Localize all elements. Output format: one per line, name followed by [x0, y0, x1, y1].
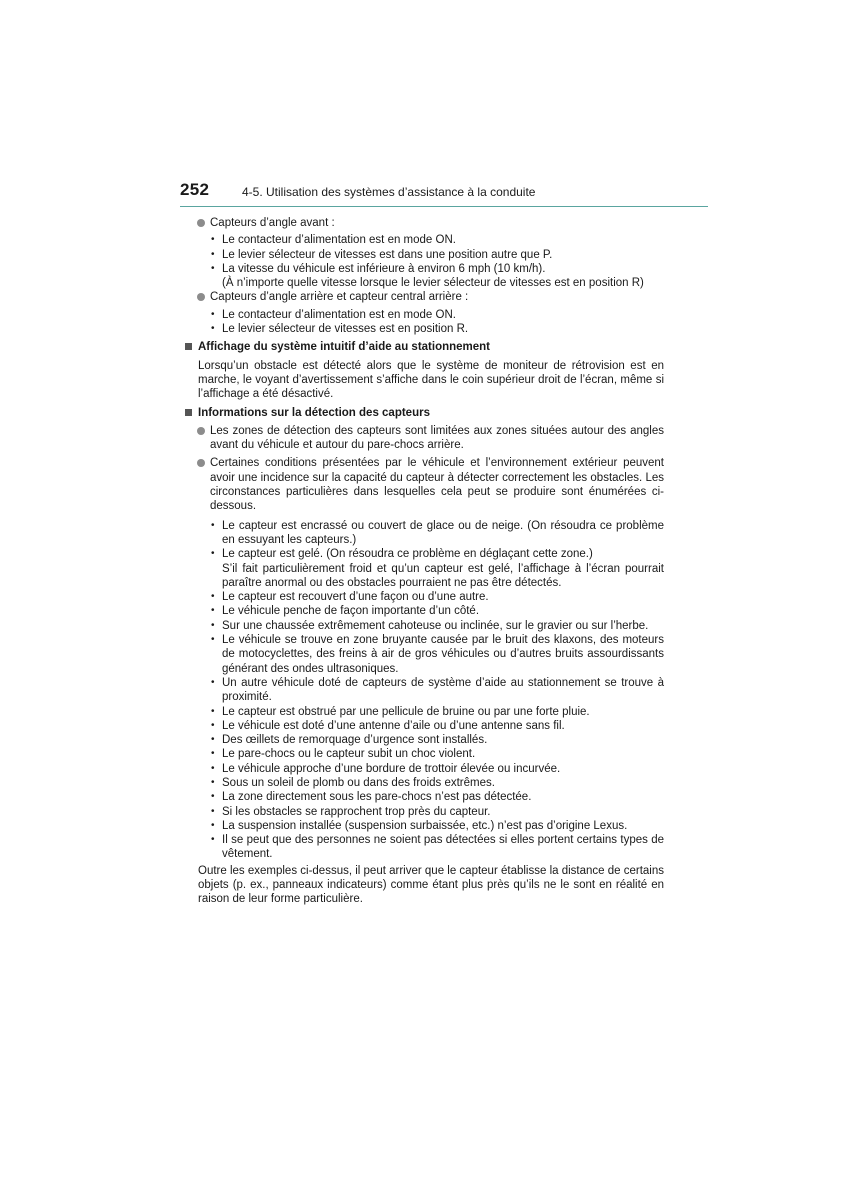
list-item: • Sur une chaussée extrêmement cahoteuse ou inclinée, sur le gravier ou sur l’herbe.: [211, 619, 649, 632]
list-item: • Il se peut que des personnes ne soient pas détectées si elles portent certains types de vêtement.: [211, 834, 664, 861]
info-point-1: Les zones de détection des capteurs sont limitées aux zones situées autour des angles avant du véhicule et autour du pare-chocs arrière.: [184, 424, 664, 453]
list-item: • La suspension installée (suspension surbaissée, etc.) n’est pas d’origine Lexus.: [211, 819, 628, 832]
list-item-note: S’il fait particulièrement froid et qu’un capteur est gelé, l’affichage à l’écran pourrait paraître anormal ou des obstacles pourraient ne pas être détectés.: [222, 562, 664, 589]
list-item: • Le capteur est gelé. (On résoudra ce problème en déglaçant cette zone.): [211, 548, 593, 561]
bullet-icon: •: [211, 705, 215, 717]
list-item: • Sous un soleil de plomb ou dans des froids extrêmes.: [211, 776, 495, 789]
list-item-note: (À n’importe quelle vitesse lorsque le levier sélecteur de vitesses est en position R): [222, 277, 644, 290]
square-bullet-icon: [185, 409, 192, 416]
page-content: [184, 216, 664, 907]
bullet-icon: •: [211, 834, 215, 846]
list-item: • Le levier sélecteur de vitesses est dans une position autre que P.: [211, 248, 553, 261]
bullet-icon: •: [211, 762, 215, 774]
list-item: • Le pare-chocs ou le capteur subit un choc violent.: [211, 748, 476, 761]
display-section-heading: Affichage du système intuitif d’aide au stationnement: [184, 340, 664, 354]
list-item: • Le véhicule approche d’une bordure de trottoir élevée ou incurvée.: [211, 762, 561, 775]
list-item: • Le véhicule penche de façon importante d’un côté.: [211, 605, 480, 618]
header-rule: [180, 206, 708, 207]
bullet-icon: •: [211, 248, 215, 260]
bullet-icon: •: [211, 791, 215, 803]
rear-sensors-title: Capteurs d’angle arrière et capteur central arrière :: [210, 291, 469, 304]
bullet-icon: •: [211, 262, 215, 274]
list-item: • Des œillets de remorquage d’urgence sont installés.: [211, 734, 488, 747]
list-item: • Le capteur est encrassé ou couvert de glace ou de neige. (On résoudra ce problème en essuyant les capteurs.): [211, 519, 664, 546]
page-number: 252: [180, 180, 210, 199]
bullet-icon: •: [211, 676, 215, 688]
list-item: • La zone directement sous les pare-chocs n’est pas détectée.: [211, 791, 532, 804]
section-title: 4-5. Utilisation des systèmes d’assistance à la conduite: [242, 185, 536, 199]
bullet-icon: •: [211, 719, 215, 731]
bullet-icon: •: [211, 519, 215, 531]
bullet-icon: •: [211, 776, 215, 788]
list-item: • Si les obstacles se rapprochent trop près du capteur.: [211, 805, 491, 818]
circle-bullet-icon: [197, 219, 205, 227]
bullet-icon: •: [211, 323, 215, 335]
list-item: • Un autre véhicule doté de capteurs de système d’aide au stationnement se trouve à proximité.: [211, 676, 664, 704]
list-item: • Le véhicule est doté d’une antenne d’aile ou d’une antenne sans fil.: [211, 719, 565, 732]
info-point-2: Certaines conditions présentées par le véhicule et l’environnement extérieur peuvent avoir une incidence sur la capacité du capteur à détecter correctement les obstacles. Les circonstances particulières dans lesquelles cela peut se produire sont énumérées ci-dessous. • Le capteur est encrassé ou couvert de glace ou de neige. (On résoudra ce problème en essuyant les capteurs.) • Le capteur est gelé. (On résoudra ce problème en déglaçant cette zone.) S’il fait particulièrement froid et qu’un capteur est gelé, l’affichage à l’écran pourrait paraître anormal ou des obstacles pourraient ne pas être détectés. • Le capteur est recouvert d’une façon ou d’une autre. • Le véhicule penche de façon importante d’un côté. • Sur une chaussée extrêmement cahoteuse ou inclinée, sur le gravier ou sur l’herbe. • Le véhicule se trouve en zone bruyante causée par le bruit des klaxons, des moteurs de motocyclettes, des freins à air de gros véhicules ou d’autres bruits assourdissants générant des ondes ultrasoniques. • Un autre véhicule doté de capteurs de système d’aide au stationnement se trouve à proximité. • Le capteur est obstrué par une pellicule de bruine ou par une forte pluie. • Le véhicule est doté d’une antenne d’aile ou d’une antenne sans fil. • Des œillets de remorquage d’urgence sont installés. • Le pare-chocs ou le capteur subit un choc violent. • Le véhicule approche d’une bordure de trottoir élevée ou incurvée. • Sous un soleil de plomb ou dans des froids extrêmes. • La zone directement sous les pare-chocs n’est pas détectée. • Si les obstacles se rapprochent trop près du capteur. • La suspension installée (suspension surbaissée, etc.) n’est pas d’origine Lexus. • Il se peut que des personnes ne soient pas détectées si elles portent certains types de vêtement.: [184, 456, 664, 861]
circle-bullet-icon: [197, 427, 205, 435]
front-sensors-title: Capteurs d’angle avant :: [210, 217, 335, 229]
list-item: • Le contacteur d’alimentation est en mode ON.: [211, 234, 456, 247]
closing-paragraph: Outre les exemples ci-dessus, il peut arriver que le capteur établisse la distance de certains objets (p. ex., panneaux indicateurs) comme étant plus près qu’ils ne le sont en réalité en raison de leur forme particulière.: [198, 864, 664, 906]
bullet-icon: •: [211, 548, 215, 560]
rear-sensors-list: [210, 308, 664, 337]
bullet-icon: •: [211, 234, 215, 246]
circle-bullet-icon: [197, 459, 205, 467]
list-item: • Le levier sélecteur de vitesses est en position R.: [211, 323, 469, 336]
list-item: • Le contacteur d’alimentation est en mode ON.: [211, 308, 456, 321]
bullet-icon: •: [211, 748, 215, 760]
bullet-icon: •: [211, 591, 215, 603]
list-item: • La vitesse du véhicule est inférieure à environ 6 mph (10 km/h).: [211, 262, 546, 275]
square-bullet-icon: [185, 343, 192, 350]
bullet-icon: •: [211, 634, 215, 646]
front-sensors-block: [184, 216, 664, 290]
list-item: • Le véhicule se trouve en zone bruyante causée par le bruit des klaxons, des moteurs de motocyclettes, des freins à air de gros véhicules ou d’autres bruits assourdissants générant des ondes ultrasoniques.: [211, 634, 664, 675]
circle-bullet-icon: [197, 293, 205, 301]
front-sensors-list: [210, 233, 664, 290]
list-item: • Le capteur est recouvert d’une façon ou d’une autre.: [211, 591, 489, 604]
list-item: • Le capteur est obstrué par une pellicule de bruine ou par une forte pluie.: [211, 705, 590, 718]
info-section-heading: Informations sur la détection des capteurs: [184, 406, 664, 420]
display-section-text: Lorsqu’un obstacle est détecté alors que le système de moniteur de rétrovision est en marche, le voyant d’avertissement s’affiche dans le coin supérieur droit de l’écran, même si l’affichage a été désactivé.: [198, 359, 664, 401]
bullet-icon: •: [211, 308, 215, 320]
bullet-icon: •: [211, 805, 215, 817]
rear-sensors-block: [184, 290, 664, 336]
conditions-list: [210, 519, 664, 862]
page-header: [180, 180, 708, 208]
bullet-icon: •: [211, 605, 215, 617]
bullet-icon: •: [211, 819, 215, 831]
bullet-icon: •: [211, 619, 215, 631]
bullet-icon: •: [211, 734, 215, 746]
